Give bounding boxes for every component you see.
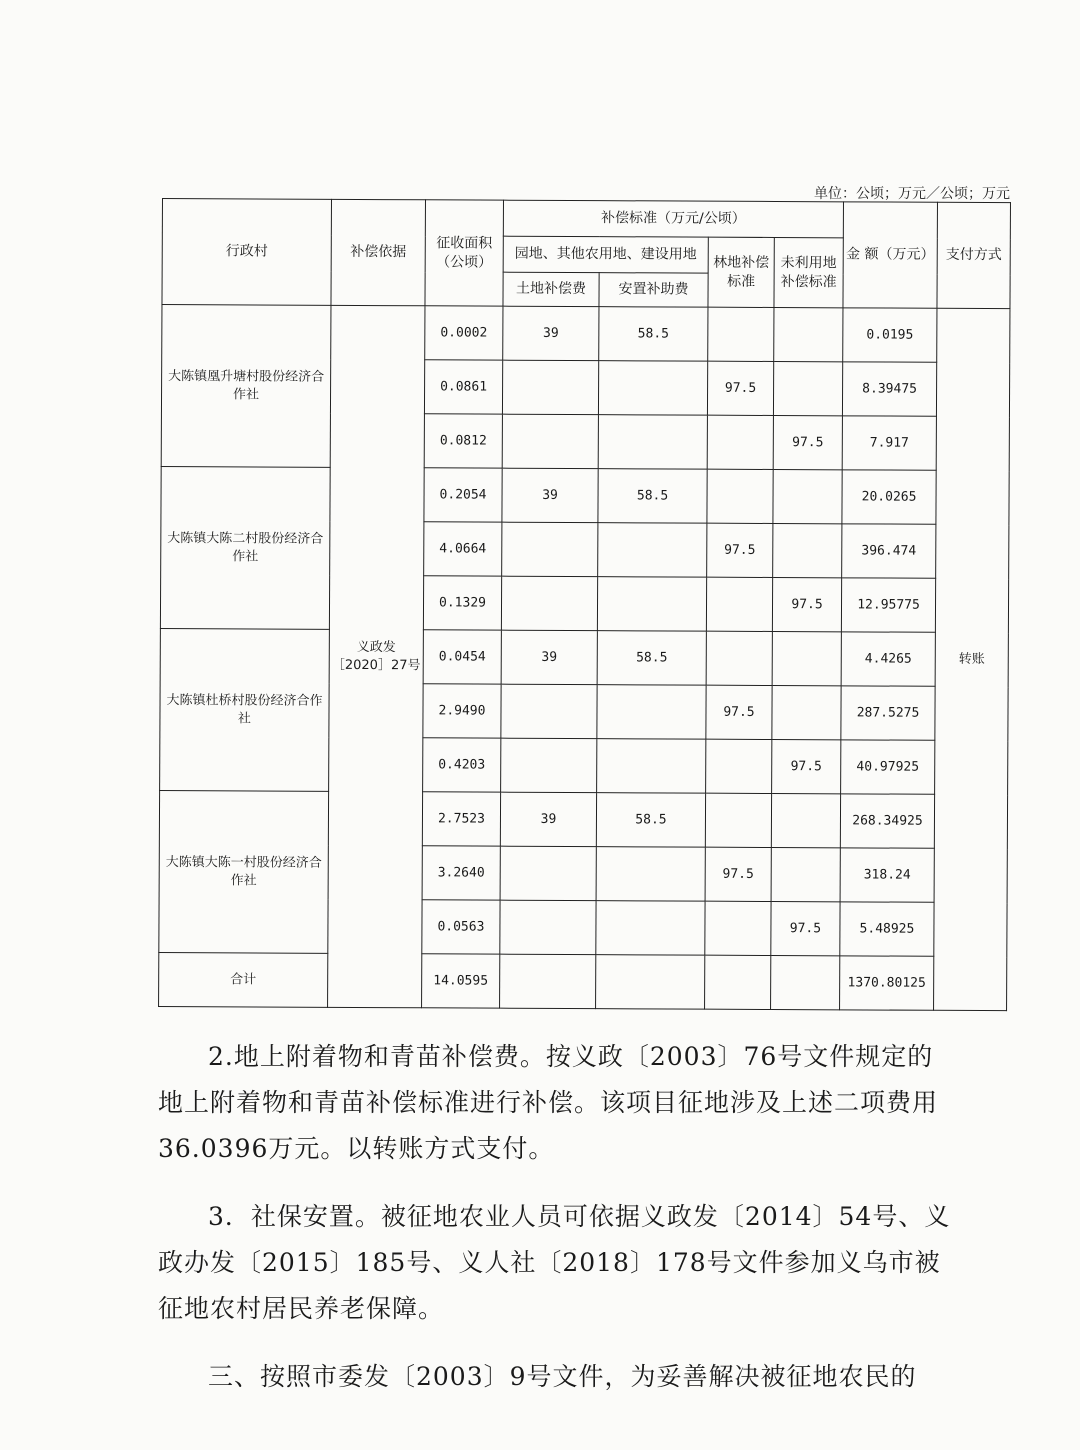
total-area-cell: 14.0595 — [422, 954, 500, 1008]
area-cell: 0.0454 — [423, 630, 501, 684]
header-forest: 林地补偿标准 — [708, 237, 774, 307]
forest-cell: 97.5 — [707, 361, 773, 415]
header-village: 行政村 — [162, 199, 332, 306]
land-fee-cell — [502, 360, 598, 414]
header-resettle-fee: 安置补助费 — [599, 273, 708, 308]
compensation-table — [158, 198, 1011, 1011]
village-cell: 大陈镇凰升塘村股份经济合作社 — [161, 305, 331, 468]
unit-label: 单位：公顷；万元／公顷；万元 — [814, 186, 1010, 202]
amount-cell: 5.48925 — [840, 902, 934, 956]
unused-cell: 97.5 — [771, 901, 840, 955]
header-unused: 未利用地补偿标准 — [774, 237, 843, 307]
table-row — [160, 628, 1008, 686]
amount-cell: 8.39475 — [842, 362, 936, 416]
basis-cell: 义政发［2020］27号 — [328, 305, 425, 1007]
area-cell: 0.0563 — [422, 900, 500, 954]
header-land-fee: 土地补偿费 — [503, 272, 599, 306]
amount-cell: 318.24 — [840, 848, 934, 902]
resettle-fee-cell — [597, 577, 706, 632]
table-row — [159, 790, 1007, 848]
forest-cell — [707, 469, 773, 523]
area-cell: 3.2640 — [422, 846, 500, 900]
land-fee-cell: 39 — [503, 306, 599, 360]
paragraph-section-3: 三、按照市委发〔2003〕9号文件，为妥善解决被征地农民的 — [208, 1362, 917, 1391]
forest-cell — [708, 307, 774, 361]
header-area: 征收面积（公顷） — [425, 200, 504, 306]
unused-cell — [771, 793, 840, 847]
empty-cell — [596, 955, 705, 1010]
area-cell: 2.9490 — [423, 684, 501, 738]
area-cell: 0.2054 — [424, 468, 502, 522]
empty-cell — [771, 955, 840, 1009]
unused-cell: 97.5 — [772, 577, 841, 631]
amount-cell: 0.0195 — [843, 308, 937, 362]
unused-cell — [771, 847, 840, 901]
amount-cell: 396.474 — [842, 524, 936, 578]
forest-cell: 97.5 — [705, 847, 771, 901]
area-cell: 0.0812 — [424, 414, 502, 468]
amount-cell: 268.34925 — [840, 794, 934, 848]
forest-cell: 97.5 — [706, 685, 772, 739]
resettle-fee-cell — [598, 415, 707, 470]
total-label-cell: 合计 — [159, 952, 328, 1007]
table-row — [161, 466, 1009, 524]
unused-cell — [773, 361, 842, 415]
resettle-fee-cell — [597, 685, 706, 740]
resettle-fee-cell: 58.5 — [596, 793, 705, 848]
village-cell: 大陈镇杜桥村股份经济合作社 — [160, 628, 330, 791]
header-standard: 补偿标准（万元/公顷） — [503, 200, 843, 238]
payment-cell: 转账 — [934, 308, 1010, 1010]
resettle-fee-cell — [597, 739, 706, 794]
amount-cell: 40.97925 — [841, 740, 935, 794]
unused-cell — [772, 631, 841, 685]
table-body — [159, 305, 1010, 1011]
header-garden-group: 园地、其他农用地、建设用地 — [503, 236, 708, 273]
resettle-fee-cell — [598, 523, 707, 578]
amount-cell: 20.0265 — [842, 470, 936, 524]
amount-cell: 12.95775 — [841, 578, 935, 632]
forest-cell — [706, 631, 772, 685]
land-fee-cell — [501, 684, 597, 738]
unused-cell: 97.5 — [773, 415, 842, 469]
paragraph-2: 2.地上附着物和青苗补偿费。按义政〔2003〕76号文件规定的地上附着物和青苗补偿标准进行补偿。该项目征地涉及上述二项费用36.0396万元。以转账方式支付。 — [158, 1042, 939, 1163]
resettle-fee-cell — [596, 847, 705, 902]
forest-cell: 97.5 — [707, 523, 773, 577]
header-payment: 支付方式 — [937, 202, 1011, 308]
forest-cell — [706, 739, 772, 793]
village-cell: 大陈镇大陈一村股份经济合作社 — [159, 790, 329, 953]
land-fee-cell — [500, 846, 596, 900]
unused-cell — [772, 685, 841, 739]
resettle-fee-cell: 58.5 — [597, 631, 706, 686]
amount-cell: 287.5275 — [841, 686, 935, 740]
land-fee-cell: 39 — [502, 468, 598, 522]
area-cell: 2.7523 — [422, 792, 500, 846]
empty-cell — [500, 954, 596, 1008]
unused-cell — [773, 523, 842, 577]
forest-cell — [705, 901, 771, 955]
unused-cell: 97.5 — [772, 739, 841, 793]
total-amount-cell: 1370.80125 — [840, 956, 934, 1010]
total-row — [159, 952, 1007, 1010]
header-basis: 补偿依据 — [331, 199, 426, 305]
empty-cell — [705, 955, 771, 1009]
land-fee-cell: 39 — [501, 630, 597, 684]
unused-cell — [774, 307, 843, 361]
area-cell: 0.4203 — [423, 738, 501, 792]
village-cell: 大陈镇大陈二村股份经济合作社 — [160, 466, 330, 629]
area-cell: 0.0002 — [425, 306, 503, 360]
land-fee-cell — [500, 900, 596, 954]
area-cell: 4.0664 — [424, 522, 502, 576]
resettle-fee-cell — [598, 361, 707, 416]
forest-cell — [705, 793, 771, 847]
land-fee-cell: 39 — [500, 792, 596, 846]
header-amount: 金 额（万元） — [843, 202, 938, 308]
resettle-fee-cell: 58.5 — [598, 469, 707, 524]
table-row — [162, 305, 1010, 363]
land-fee-cell — [502, 414, 598, 468]
land-fee-cell — [501, 738, 597, 792]
amount-cell: 4.4265 — [841, 632, 935, 686]
area-cell: 0.0861 — [424, 360, 502, 414]
resettle-fee-cell: 58.5 — [599, 307, 708, 362]
land-fee-cell — [501, 576, 597, 630]
resettle-fee-cell — [596, 901, 705, 956]
land-fee-cell — [502, 522, 598, 576]
unused-cell — [773, 469, 842, 523]
amount-cell: 7.917 — [842, 416, 936, 470]
forest-cell — [706, 577, 772, 631]
area-cell: 0.1329 — [423, 576, 501, 630]
forest-cell — [707, 415, 773, 469]
paragraph-3: 3．社保安置。被征地农业人员可依据义政发〔2014〕54号、义政办发〔2015〕185号、义人社〔2018〕178号文件参加义乌市被征地农村居民养老保障。 — [158, 1202, 951, 1323]
